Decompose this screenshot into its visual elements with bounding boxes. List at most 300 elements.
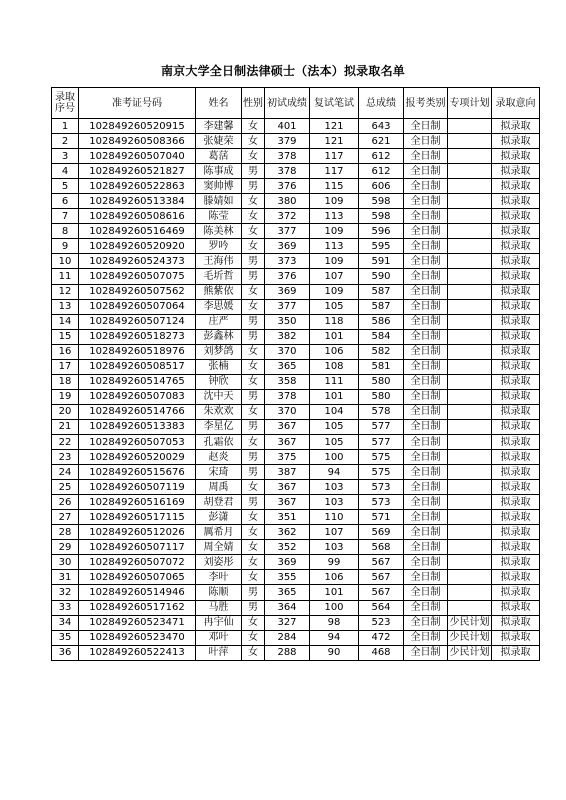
- special-plan-cell: [448, 540, 492, 555]
- total-score-cell: 567: [359, 585, 404, 600]
- table-row: [52, 570, 540, 585]
- name-cell: 李星亿: [196, 419, 242, 434]
- application-type-cell: 全日制: [404, 239, 448, 254]
- preliminary-score-cell: 365: [265, 585, 310, 600]
- retest-written-cell: 118: [310, 314, 359, 329]
- admission-no-cell: 3: [52, 149, 79, 164]
- gender-cell: 女: [242, 239, 265, 254]
- table-row: [52, 480, 540, 495]
- retest-written-cell: 103: [310, 540, 359, 555]
- exam-ticket-no-cell: 102849260514946: [79, 585, 196, 600]
- table-header-row: [52, 88, 540, 119]
- name-cell: 刘梦鸽: [196, 344, 242, 359]
- table-row: [52, 404, 540, 419]
- exam-ticket-no-cell: 102849260508616: [79, 209, 196, 224]
- gender-cell: 女: [242, 119, 265, 134]
- admission-no-cell: 12: [52, 284, 79, 299]
- table-row: [52, 269, 540, 284]
- special-plan-cell: [448, 480, 492, 495]
- admission-intent-cell: 拟录取: [492, 465, 540, 480]
- exam-ticket-no-cell: 102849260507083: [79, 389, 196, 404]
- preliminary-score-cell: 367: [265, 495, 310, 510]
- total-score-cell: 643: [359, 119, 404, 134]
- name-cell: 张楠: [196, 359, 242, 374]
- gender-cell: 女: [242, 645, 265, 660]
- application-type-cell: 全日制: [404, 269, 448, 284]
- admission-no-cell: 26: [52, 495, 79, 510]
- gender-cell: 女: [242, 134, 265, 149]
- special-plan-cell: [448, 465, 492, 480]
- special-plan-cell: [448, 495, 492, 510]
- admission-intent-cell: 拟录取: [492, 450, 540, 465]
- retest-written-cell: 90: [310, 645, 359, 660]
- gender-cell: 男: [242, 164, 265, 179]
- special-plan-cell: 少民计划: [448, 630, 492, 645]
- retest-written-cell: 106: [310, 570, 359, 585]
- total-score-cell: 569: [359, 525, 404, 540]
- exam-ticket-no-cell: 102849260521827: [79, 164, 196, 179]
- exam-ticket-no-cell: 102849260520920: [79, 239, 196, 254]
- total-score-cell: 586: [359, 314, 404, 329]
- header-retest-written: 复试笔试: [310, 88, 359, 119]
- exam-ticket-no-cell: 102849260508366: [79, 134, 196, 149]
- application-type-cell: 全日制: [404, 510, 448, 525]
- application-type-cell: 全日制: [404, 480, 448, 495]
- table-row: [52, 465, 540, 480]
- total-score-cell: 468: [359, 645, 404, 660]
- table-row: [52, 119, 540, 134]
- name-cell: 李叶: [196, 570, 242, 585]
- table-row: [52, 615, 540, 630]
- admission-no-cell: 16: [52, 344, 79, 359]
- application-type-cell: 全日制: [404, 465, 448, 480]
- application-type-cell: 全日制: [404, 359, 448, 374]
- application-type-cell: 全日制: [404, 314, 448, 329]
- table-row: [52, 134, 540, 149]
- preliminary-score-cell: 376: [265, 179, 310, 194]
- preliminary-score-cell: 401: [265, 119, 310, 134]
- preliminary-score-cell: 380: [265, 194, 310, 209]
- admission-no-cell: 2: [52, 134, 79, 149]
- table-row: [52, 434, 540, 449]
- table-row: [52, 299, 540, 314]
- retest-written-cell: 113: [310, 209, 359, 224]
- application-type-cell: 全日制: [404, 645, 448, 660]
- gender-cell: 男: [242, 389, 265, 404]
- application-type-cell: 全日制: [404, 284, 448, 299]
- name-cell: 张婕荣: [196, 134, 242, 149]
- total-score-cell: 567: [359, 570, 404, 585]
- gender-cell: 男: [242, 585, 265, 600]
- gender-cell: 男: [242, 450, 265, 465]
- preliminary-score-cell: 375: [265, 450, 310, 465]
- table-row: [52, 389, 540, 404]
- table-row: [52, 209, 540, 224]
- total-score-cell: 571: [359, 510, 404, 525]
- table-body: [52, 119, 540, 661]
- admission-intent-cell: 拟录取: [492, 570, 540, 585]
- application-type-cell: 全日制: [404, 299, 448, 314]
- admission-no-cell: 5: [52, 179, 79, 194]
- admission-table: [51, 87, 540, 661]
- table-row: [52, 179, 540, 194]
- special-plan-cell: [448, 284, 492, 299]
- table-row: [52, 450, 540, 465]
- admission-no-cell: 18: [52, 374, 79, 389]
- header-name: 姓名: [196, 88, 242, 119]
- gender-cell: 男: [242, 179, 265, 194]
- admission-intent-cell: 拟录取: [492, 374, 540, 389]
- preliminary-score-cell: 369: [265, 555, 310, 570]
- table-row: [52, 540, 540, 555]
- admission-intent-cell: 拟录取: [492, 239, 540, 254]
- retest-written-cell: 121: [310, 119, 359, 134]
- preliminary-score-cell: 367: [265, 434, 310, 449]
- total-score-cell: 582: [359, 344, 404, 359]
- admission-intent-cell: 拟录取: [492, 600, 540, 615]
- gender-cell: 女: [242, 540, 265, 555]
- retest-written-cell: 105: [310, 299, 359, 314]
- retest-written-cell: 121: [310, 134, 359, 149]
- document-title: 南京大学全日制法律硕士（法本）拟录取名单: [160, 64, 405, 78]
- admission-intent-cell: 拟录取: [492, 314, 540, 329]
- preliminary-score-cell: 352: [265, 540, 310, 555]
- admission-intent-cell: 拟录取: [492, 299, 540, 314]
- special-plan-cell: [448, 389, 492, 404]
- admission-intent-cell: 拟录取: [492, 645, 540, 660]
- retest-written-cell: 103: [310, 495, 359, 510]
- special-plan-cell: [448, 344, 492, 359]
- total-score-cell: 568: [359, 540, 404, 555]
- admission-intent-cell: 拟录取: [492, 585, 540, 600]
- retest-written-cell: 105: [310, 419, 359, 434]
- admission-no-cell: 13: [52, 299, 79, 314]
- exam-ticket-no-cell: 102849260513384: [79, 194, 196, 209]
- total-score-cell: 612: [359, 149, 404, 164]
- total-score-cell: 573: [359, 480, 404, 495]
- special-plan-cell: [448, 254, 492, 269]
- table-row: [52, 239, 540, 254]
- special-plan-cell: [448, 209, 492, 224]
- admission-intent-cell: 拟录取: [492, 344, 540, 359]
- admission-no-cell: 17: [52, 359, 79, 374]
- admission-no-cell: 6: [52, 194, 79, 209]
- admission-no-cell: 8: [52, 224, 79, 239]
- gender-cell: 男: [242, 314, 265, 329]
- application-type-cell: 全日制: [404, 495, 448, 510]
- gender-cell: 男: [242, 495, 265, 510]
- retest-written-cell: 109: [310, 254, 359, 269]
- name-cell: 宋琦: [196, 465, 242, 480]
- name-cell: 熊紫依: [196, 284, 242, 299]
- header-application-type: 报考类别: [404, 88, 448, 119]
- name-cell: 庄严: [196, 314, 242, 329]
- admission-intent-cell: 拟录取: [492, 284, 540, 299]
- application-type-cell: 全日制: [404, 134, 448, 149]
- application-type-cell: 全日制: [404, 179, 448, 194]
- special-plan-cell: [448, 510, 492, 525]
- name-cell: 陈莹: [196, 209, 242, 224]
- header-admission-intent: 录取意向: [492, 88, 540, 119]
- name-cell: 窦帅博: [196, 179, 242, 194]
- exam-ticket-no-cell: 102849260520915: [79, 119, 196, 134]
- gender-cell: 女: [242, 299, 265, 314]
- table-row: [52, 555, 540, 570]
- admission-no-cell: 27: [52, 510, 79, 525]
- gender-cell: 女: [242, 344, 265, 359]
- exam-ticket-no-cell: 102849260515676: [79, 465, 196, 480]
- retest-written-cell: 103: [310, 480, 359, 495]
- retest-written-cell: 108: [310, 359, 359, 374]
- total-score-cell: 591: [359, 254, 404, 269]
- retest-written-cell: 111: [310, 374, 359, 389]
- preliminary-score-cell: 351: [265, 510, 310, 525]
- admission-no-cell: 30: [52, 555, 79, 570]
- name-cell: 李建馨: [196, 119, 242, 134]
- exam-ticket-no-cell: 102849260518976: [79, 344, 196, 359]
- preliminary-score-cell: 364: [265, 600, 310, 615]
- admission-no-cell: 22: [52, 434, 79, 449]
- special-plan-cell: [448, 570, 492, 585]
- exam-ticket-no-cell: 102849260507117: [79, 540, 196, 555]
- admission-no-cell: 28: [52, 525, 79, 540]
- retest-written-cell: 109: [310, 194, 359, 209]
- application-type-cell: 全日制: [404, 209, 448, 224]
- gender-cell: 男: [242, 419, 265, 434]
- admission-no-cell: 7: [52, 209, 79, 224]
- total-score-cell: 580: [359, 374, 404, 389]
- table-row: [52, 149, 540, 164]
- total-score-cell: 472: [359, 630, 404, 645]
- preliminary-score-cell: 365: [265, 359, 310, 374]
- retest-written-cell: 98: [310, 615, 359, 630]
- exam-ticket-no-cell: 102849260518273: [79, 329, 196, 344]
- exam-ticket-no-cell: 102849260513383: [79, 419, 196, 434]
- total-score-cell: 523: [359, 615, 404, 630]
- preliminary-score-cell: 379: [265, 134, 310, 149]
- total-score-cell: 590: [359, 269, 404, 284]
- admission-no-cell: 21: [52, 419, 79, 434]
- table-row: [52, 525, 540, 540]
- admission-intent-cell: 拟录取: [492, 194, 540, 209]
- name-cell: 滕婧如: [196, 194, 242, 209]
- name-cell: 马胜: [196, 600, 242, 615]
- admission-intent-cell: 拟录取: [492, 359, 540, 374]
- admission-intent-cell: 拟录取: [492, 404, 540, 419]
- name-cell: 朱欢欢: [196, 404, 242, 419]
- table-row: [52, 600, 540, 615]
- special-plan-cell: [448, 404, 492, 419]
- name-cell: 周全婧: [196, 540, 242, 555]
- preliminary-score-cell: 350: [265, 314, 310, 329]
- retest-written-cell: 117: [310, 149, 359, 164]
- admission-no-cell: 31: [52, 570, 79, 585]
- table-row: [52, 329, 540, 344]
- admission-no-cell: 14: [52, 314, 79, 329]
- retest-written-cell: 94: [310, 630, 359, 645]
- gender-cell: 男: [242, 465, 265, 480]
- total-score-cell: 575: [359, 465, 404, 480]
- retest-written-cell: 99: [310, 555, 359, 570]
- special-plan-cell: [448, 149, 492, 164]
- admission-no-cell: 19: [52, 389, 79, 404]
- name-cell: 罗吟: [196, 239, 242, 254]
- exam-ticket-no-cell: 102849260517115: [79, 510, 196, 525]
- admission-no-cell: 33: [52, 600, 79, 615]
- preliminary-score-cell: 382: [265, 329, 310, 344]
- gender-cell: 女: [242, 209, 265, 224]
- admission-no-cell: 9: [52, 239, 79, 254]
- name-cell: 陈美林: [196, 224, 242, 239]
- special-plan-cell: [448, 239, 492, 254]
- application-type-cell: 全日制: [404, 254, 448, 269]
- total-score-cell: 596: [359, 224, 404, 239]
- retest-written-cell: 109: [310, 224, 359, 239]
- admission-no-cell: 11: [52, 269, 79, 284]
- retest-written-cell: 107: [310, 269, 359, 284]
- exam-ticket-no-cell: 102849260523471: [79, 615, 196, 630]
- special-plan-cell: [448, 179, 492, 194]
- application-type-cell: 全日制: [404, 585, 448, 600]
- name-cell: 胡登君: [196, 495, 242, 510]
- table-row: [52, 164, 540, 179]
- exam-ticket-no-cell: 102849260512026: [79, 525, 196, 540]
- preliminary-score-cell: 377: [265, 299, 310, 314]
- application-type-cell: 全日制: [404, 344, 448, 359]
- total-score-cell: 578: [359, 404, 404, 419]
- total-score-cell: 575: [359, 450, 404, 465]
- special-plan-cell: [448, 450, 492, 465]
- name-cell: 钟欣: [196, 374, 242, 389]
- application-type-cell: 全日制: [404, 389, 448, 404]
- table-row: [52, 419, 540, 434]
- exam-ticket-no-cell: 102849260514765: [79, 374, 196, 389]
- admission-intent-cell: 拟录取: [492, 480, 540, 495]
- gender-cell: 女: [242, 570, 265, 585]
- total-score-cell: 580: [359, 389, 404, 404]
- exam-ticket-no-cell: 102849260507064: [79, 299, 196, 314]
- admission-no-cell: 23: [52, 450, 79, 465]
- name-cell: 孔霜依: [196, 434, 242, 449]
- name-cell: 沈中天: [196, 389, 242, 404]
- application-type-cell: 全日制: [404, 404, 448, 419]
- application-type-cell: 全日制: [404, 555, 448, 570]
- retest-written-cell: 113: [310, 239, 359, 254]
- total-score-cell: 577: [359, 419, 404, 434]
- exam-ticket-no-cell: 102849260507040: [79, 149, 196, 164]
- gender-cell: 女: [242, 359, 265, 374]
- preliminary-score-cell: 376: [265, 269, 310, 284]
- admission-intent-cell: 拟录取: [492, 329, 540, 344]
- name-cell: 厲希月: [196, 525, 242, 540]
- preliminary-score-cell: 369: [265, 239, 310, 254]
- application-type-cell: 全日制: [404, 570, 448, 585]
- application-type-cell: 全日制: [404, 119, 448, 134]
- special-plan-cell: [448, 269, 492, 284]
- special-plan-cell: [448, 359, 492, 374]
- special-plan-cell: [448, 600, 492, 615]
- special-plan-cell: [448, 525, 492, 540]
- exam-ticket-no-cell: 102849260507053: [79, 434, 196, 449]
- retest-written-cell: 100: [310, 450, 359, 465]
- application-type-cell: 全日制: [404, 164, 448, 179]
- gender-cell: 男: [242, 600, 265, 615]
- admission-intent-cell: 拟录取: [492, 254, 540, 269]
- admission-no-cell: 10: [52, 254, 79, 269]
- admission-intent-cell: 拟录取: [492, 434, 540, 449]
- application-type-cell: 全日制: [404, 329, 448, 344]
- special-plan-cell: [448, 314, 492, 329]
- special-plan-cell: [448, 585, 492, 600]
- special-plan-cell: [448, 119, 492, 134]
- total-score-cell: 595: [359, 239, 404, 254]
- gender-cell: 女: [242, 374, 265, 389]
- admission-intent-cell: 拟录取: [492, 149, 540, 164]
- gender-cell: 女: [242, 525, 265, 540]
- application-type-cell: 全日制: [404, 540, 448, 555]
- special-plan-cell: [448, 134, 492, 149]
- preliminary-score-cell: 372: [265, 209, 310, 224]
- table-row: [52, 224, 540, 239]
- application-type-cell: 全日制: [404, 525, 448, 540]
- application-type-cell: 全日制: [404, 434, 448, 449]
- preliminary-score-cell: 362: [265, 525, 310, 540]
- header-special-plan: 专项计划: [448, 88, 492, 119]
- total-score-cell: 567: [359, 555, 404, 570]
- gender-cell: 女: [242, 630, 265, 645]
- application-type-cell: 全日制: [404, 149, 448, 164]
- exam-ticket-no-cell: 102849260508517: [79, 359, 196, 374]
- admission-no-cell: 1: [52, 119, 79, 134]
- total-score-cell: 584: [359, 329, 404, 344]
- exam-ticket-no-cell: 102849260524373: [79, 254, 196, 269]
- exam-ticket-no-cell: 102849260507119: [79, 480, 196, 495]
- header-exam-ticket-no: 准考证号码: [79, 88, 196, 119]
- exam-ticket-no-cell: 102849260507072: [79, 555, 196, 570]
- gender-cell: 女: [242, 510, 265, 525]
- exam-ticket-no-cell: 102849260507075: [79, 269, 196, 284]
- total-score-cell: 564: [359, 600, 404, 615]
- admission-intent-cell: 拟录取: [492, 209, 540, 224]
- gender-cell: 女: [242, 149, 265, 164]
- application-type-cell: 全日制: [404, 374, 448, 389]
- gender-cell: 男: [242, 269, 265, 284]
- header-admission-no: 录取序号: [52, 88, 79, 119]
- table-row: [52, 630, 540, 645]
- preliminary-score-cell: 370: [265, 344, 310, 359]
- special-plan-cell: [448, 419, 492, 434]
- exam-ticket-no-cell: 102849260522863: [79, 179, 196, 194]
- special-plan-cell: [448, 555, 492, 570]
- application-type-cell: 全日制: [404, 615, 448, 630]
- exam-ticket-no-cell: 102849260520029: [79, 450, 196, 465]
- preliminary-score-cell: 370: [265, 404, 310, 419]
- admission-intent-cell: 拟录取: [492, 630, 540, 645]
- header-gender: 性别: [242, 88, 265, 119]
- preliminary-score-cell: 387: [265, 465, 310, 480]
- exam-ticket-no-cell: 102849260522413: [79, 645, 196, 660]
- total-score-cell: 573: [359, 495, 404, 510]
- admission-intent-cell: 拟录取: [492, 119, 540, 134]
- preliminary-score-cell: 378: [265, 149, 310, 164]
- application-type-cell: 全日制: [404, 419, 448, 434]
- gender-cell: 女: [242, 404, 265, 419]
- preliminary-score-cell: 377: [265, 224, 310, 239]
- gender-cell: 女: [242, 224, 265, 239]
- admission-no-cell: 4: [52, 164, 79, 179]
- table-row: [52, 314, 540, 329]
- gender-cell: 男: [242, 254, 265, 269]
